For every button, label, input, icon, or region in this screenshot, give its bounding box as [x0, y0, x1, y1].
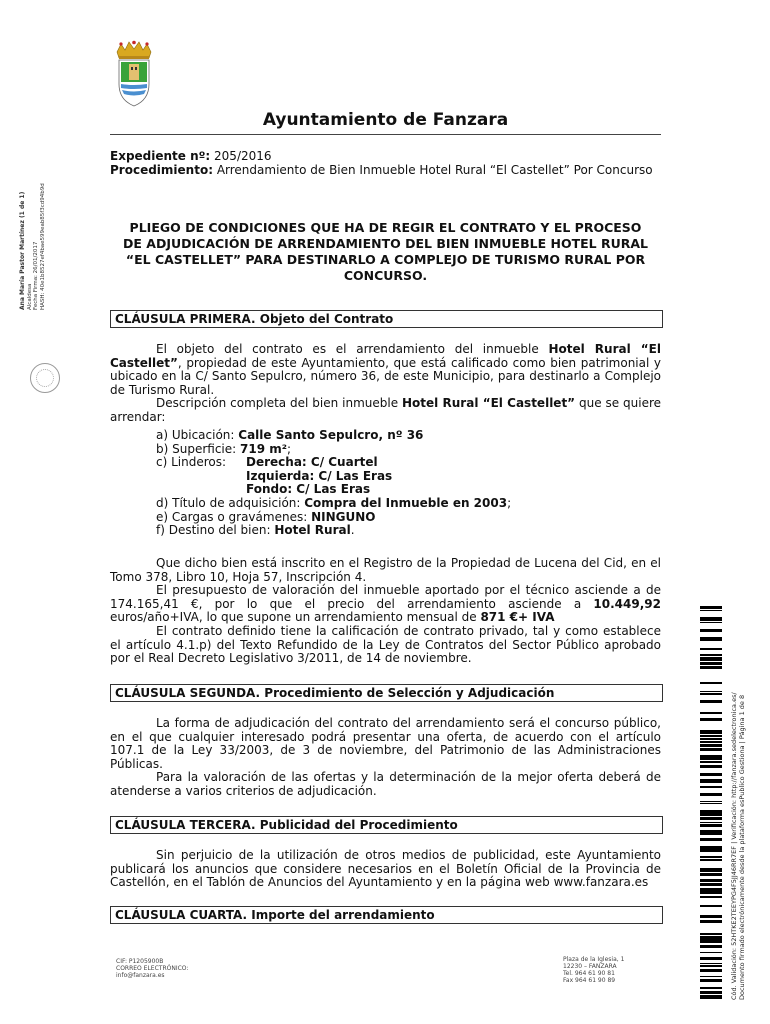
description-paragraph: Descripción completa del bien inmueble Hotel Rural “El Castellet” que se quiere arrendar: [110, 396, 662, 424]
footer-fax: Fax 964 61 90 89 [563, 977, 616, 984]
clause-tercera-text [110, 849, 661, 890]
contract-type-paragraph: El contrato definido tiene la calificación de contrato privado, tal y como establece el artículo 4.1.p) del Texto Refundido de la Ley de Contratos del Sector Público aprobado por el Real Decreto Legislativo 3/2011, de 14 de noviembre. [110, 623, 661, 666]
procedimiento-label: Procedimiento: [110, 163, 213, 177]
footer-address: Plaza de la Iglesia, 1 [563, 956, 625, 963]
footer-cif: CIF: P1205900B [116, 958, 164, 965]
object-paragraph: El objeto del contrato es el arrendamiento del inmueble Hotel Rural “El Castellet”, propiedad de este Ayuntamiento, que está calificado como bien patrimonial y ubicado en la C/ Santo Sepulcro, número 36, de este Municipio, para destinarlo a Complejo de Turismo Rural. [110, 342, 661, 397]
list-item: a) Ubicación: Calle Santo Sepulcro, nº 36 [156, 428, 424, 442]
property-details-list [156, 429, 656, 538]
document-meta [110, 149, 661, 177]
expediente-label: Expediente nº: [110, 149, 211, 163]
procedimiento-value: Arrendamiento de Bien Inmueble Hotel Rural “El Castellet” Por Concurso [213, 163, 653, 177]
footer-phone: Tel. 964 61 90 81 [563, 970, 615, 977]
org-title: Ayuntamiento de Fanzara [262, 110, 509, 130]
publicity-paragraph: Sin perjuicio de la utilización de otros medios de publicidad, este Ayuntamiento publicará los anuncios que considere necesarios en el Boletín Oficial de la Provincia de Castellón, en el Tablón de Anuncios del Ayuntamiento y en la página web www.fanzara.es [110, 848, 661, 890]
expediente-line [110, 149, 661, 163]
seal-icon [30, 363, 60, 393]
municipal-crest-icon [113, 40, 155, 108]
clause-segunda-header: CLÁUSULA SEGUNDA. Procedimiento de Selección y Adjudicación [110, 684, 663, 702]
clause-segunda-text [110, 717, 661, 799]
footer-email: info@fanzara.es [116, 972, 165, 979]
footer-contact-right [563, 956, 624, 984]
signer-name: Ana María Pastor Martínez (1 de 1) [19, 191, 26, 310]
expediente-value: 205/2016 [210, 149, 272, 163]
criteria-paragraph: Para la valoración de las ofertas y la determinación de la mejor oferta deberá de atenderse a varios criterios de adjudicación. [110, 770, 661, 798]
title-divider [110, 134, 661, 135]
signature-date: Fecha Firma: 26/01/2017 [33, 241, 39, 310]
signature-block [20, 140, 80, 310]
clause-primera-header: CLÁUSULA PRIMERA. Objeto del Contrato [110, 310, 663, 328]
signer-role: Alcaldesa [26, 283, 33, 310]
clause-primera-text [110, 343, 661, 425]
list-item: Fondo: C/ Las Eras [246, 482, 371, 497]
signature-hash: HASH: 40e1b8527ef4bae599eab85f3cd94b9d [39, 183, 46, 310]
footer-email-label: CORREO ELECTRÓNICO: [116, 965, 189, 972]
verification-block [730, 600, 770, 1000]
footer-contact-left [116, 958, 188, 979]
procedimiento-line [110, 163, 661, 177]
list-item: b) Superficie: 719 m²; [156, 441, 292, 456]
clause-tercera-header: CLÁUSULA TERCERA. Publicidad del Procedimiento [110, 816, 663, 834]
list-item: d) Título de adquisición: Compra del Inmueble en 2003; [156, 495, 512, 510]
barcode-icon [700, 606, 722, 1006]
list-item: c) Linderos: Derecha: C/ Cuartel [156, 455, 378, 470]
adjudication-paragraph: La forma de adjudicación del contrato del arrendamiento será el concurso público, en el que cualquier interesado podrá presentar una oferta, de acuerdo con el artículo 107.1 de la Ley 33/2003, de 3 de noviembre, del Patrimonio de las Administraciones Públicas. [110, 716, 661, 771]
registry-paragraph: Que dicho bien está inscrito en el Registro de la Propiedad de Lucena del Cid, en el Tomo 378, Libro 10, Hoja 57, Inscripción 4. [110, 556, 661, 584]
footer-city: 12230 – FANZARA [563, 963, 617, 970]
list-item: Izquierda: C/ Las Eras [246, 468, 393, 483]
verification-code: Cód. Validación: 52HTKE2TEEYPG4F5JJ46RR7EF | Verificación: http://fanzara.sedelectronica.es/ [730, 692, 738, 1000]
valuation-paragraph: El presupuesto de valoración del inmueble aportado por el técnico asciende a de 174.165,41 €, por lo que el precio del arrendamiento asciende a 10.449,92 euros/año+IVA, lo que supone un arrendamiento mensual de 871 €+ IVA [110, 583, 661, 625]
document-heading: PLIEGO DE CONDICIONES QUE HA DE REGIR EL CONTRATO Y EL PROCESO DE ADJUDICACIÓN DE ARRENDAMIENTO DEL BIEN INMUEBLE HOTEL RURAL “EL CASTELLET” PARA DESTINARLO A COMPLEJO DE TURISMO RURAL POR CONCURSO. [123, 220, 648, 283]
list-item: f) Destino del bien: Hotel Rural. [156, 523, 355, 538]
registry-valuation-text [110, 557, 661, 666]
verification-platform: Documento firmado electrónicamente desde la plataforma esPublico Gestiona | Página 1 de 8 [738, 694, 746, 1000]
list-item: e) Cargas o gravámenes: NINGUNO [156, 509, 376, 524]
clause-cuarta-header: CLÁUSULA CUARTA. Importe del arrendamiento [110, 906, 663, 924]
